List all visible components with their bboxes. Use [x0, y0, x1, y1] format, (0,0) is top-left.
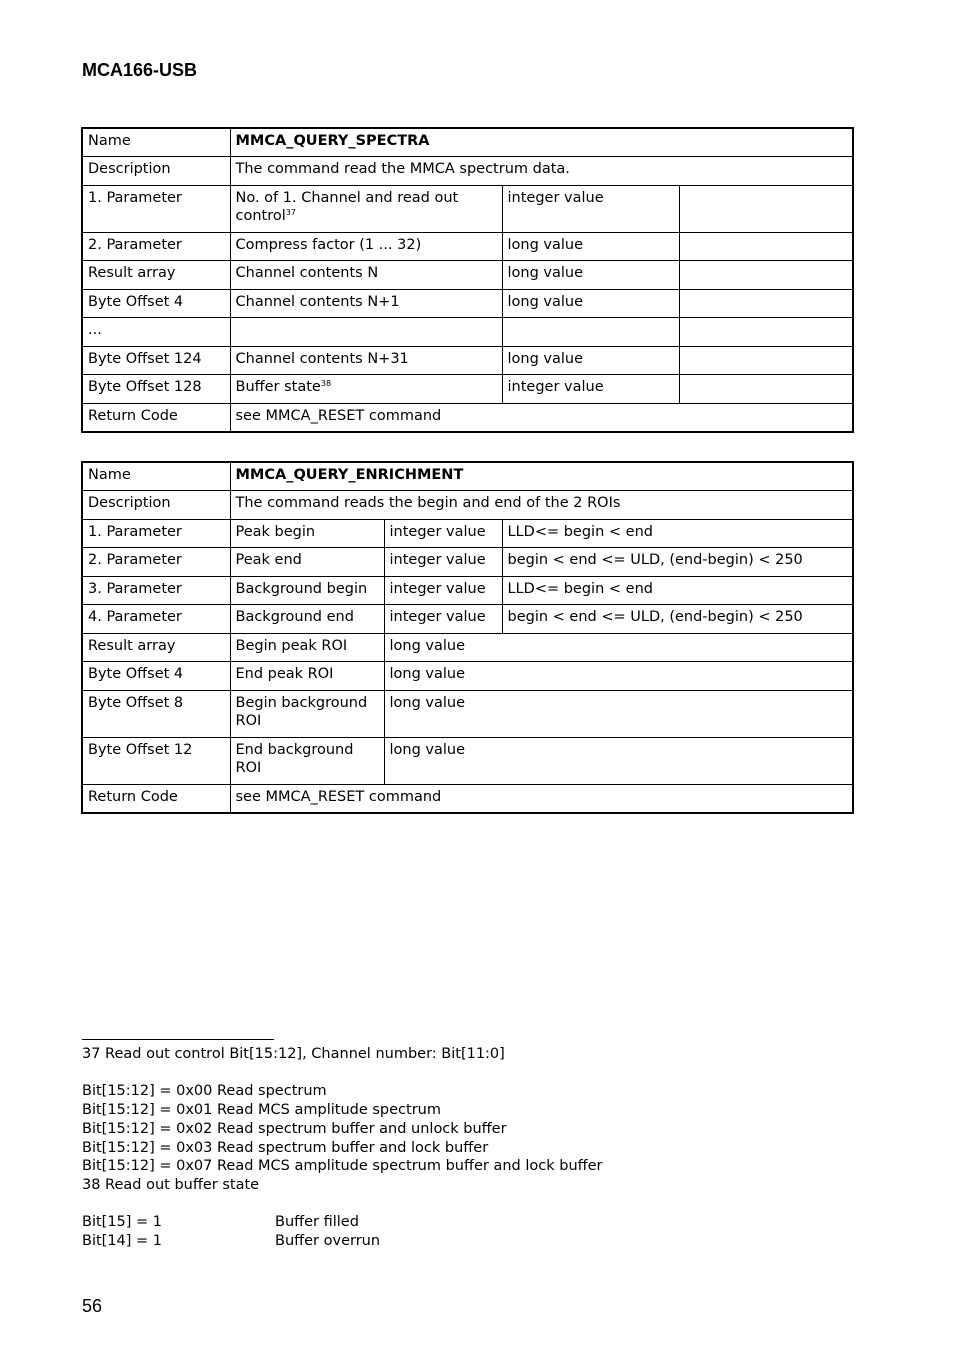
- footnote-separator: [82, 1039, 274, 1040]
- row-label: Byte Offset 12: [82, 737, 230, 784]
- footnote-item: [82, 1213, 603, 1232]
- row-label: 1. Parameter: [82, 185, 230, 232]
- table-row: [82, 605, 853, 634]
- bit-code: Bit[15:12] = 0x03: [82, 1139, 213, 1156]
- row-label: ...: [82, 318, 230, 347]
- return-code-label: Return Code: [82, 784, 230, 813]
- description-label: Description: [82, 491, 230, 520]
- row-col2-text: Buffer state: [235, 379, 321, 395]
- footnote-item: [82, 1101, 603, 1120]
- table-row: [82, 548, 853, 577]
- table-row: [82, 232, 853, 261]
- row-label: Byte Offset 4: [82, 289, 230, 318]
- document-header-title: MCA166-USB: [82, 60, 198, 80]
- row-col3: long value: [384, 737, 853, 784]
- row-col2-text: No. of 1. Channel and read out control: [235, 189, 459, 224]
- name-label: Name: [82, 128, 230, 157]
- row-label: 1. Parameter: [82, 519, 230, 548]
- row-col4: [679, 318, 853, 347]
- row-label: 3. Parameter: [82, 576, 230, 605]
- table-row: [82, 289, 853, 318]
- description-value: The command reads the begin and end of the 2 ROIs: [230, 491, 853, 520]
- row-col4: begin < end <= ULD, (end-begin) < 250: [502, 605, 853, 634]
- row-col2: Background begin: [230, 576, 384, 605]
- bit-description: Read spectrum: [217, 1083, 327, 1100]
- footnote-item: [82, 1232, 603, 1251]
- page-number: 56: [82, 1296, 103, 1316]
- row-col2: Peak end: [230, 548, 384, 577]
- command-name: [230, 128, 853, 157]
- row-col3: integer value: [384, 548, 502, 577]
- footnote-item: [82, 1157, 603, 1176]
- bit-code: Bit[15:12] = 0x07: [82, 1158, 213, 1175]
- row-col2: Background end: [230, 605, 384, 634]
- table-row: [82, 519, 853, 548]
- description-label: Description: [82, 157, 230, 186]
- row-col4: [679, 289, 853, 318]
- table-row: [82, 375, 853, 404]
- row-col3: integer value: [502, 185, 679, 232]
- row-label: Byte Offset 4: [82, 662, 230, 691]
- table-row: [82, 662, 853, 691]
- table-row: [82, 576, 853, 605]
- table-row: [82, 737, 853, 784]
- footnote-item: [82, 1139, 603, 1158]
- row-label: Result array: [82, 261, 230, 290]
- row-col4: [679, 185, 853, 232]
- row-col3: integer value: [384, 576, 502, 605]
- row-col4: LLD<= begin < end: [502, 519, 853, 548]
- row-col2: Compress factor (1 ... 32): [230, 232, 502, 261]
- footnote-item: [82, 1082, 603, 1101]
- command-name: [230, 462, 853, 491]
- row-col3: long value: [502, 346, 679, 375]
- row-col2: End peak ROI: [230, 662, 384, 691]
- footnote-37-title: 37 Read out control Bit[15:12], Channel number: Bit[11:0]: [82, 1046, 505, 1062]
- bit-description: Read spectrum buffer and lock buffer: [217, 1139, 489, 1156]
- row-col4: begin < end <= ULD, (end-begin) < 250: [502, 548, 853, 577]
- row-col3: [502, 318, 679, 347]
- row-col2: Channel contents N+1: [230, 289, 502, 318]
- footnote-spacer: [82, 1064, 603, 1083]
- row-col3: long value: [502, 261, 679, 290]
- row-col4: [679, 232, 853, 261]
- row-col3: integer value: [502, 375, 679, 404]
- row-col4: [679, 261, 853, 290]
- return-code-label: Return Code: [82, 403, 230, 432]
- row-col3: long value: [384, 690, 853, 737]
- row-col2: [230, 375, 502, 404]
- mmca-query-enrichment-table: [81, 461, 854, 814]
- footnote-item: [82, 1120, 603, 1139]
- row-label: 4. Parameter: [82, 605, 230, 634]
- name-label: Name: [82, 462, 230, 491]
- command-name-text: MMCA_QUERY_SPECTRA: [235, 133, 430, 149]
- table-row: [82, 346, 853, 375]
- footnote-ref-37: 37: [285, 208, 296, 217]
- row-col2: Channel contents N+31: [230, 346, 502, 375]
- return-code-value: see MMCA_RESET command: [230, 403, 853, 432]
- bit-code: Bit[15:12] = 0x02: [82, 1120, 213, 1137]
- row-col2: [230, 185, 502, 232]
- row-col3: long value: [384, 662, 853, 691]
- row-col2: Begin background ROI: [230, 690, 384, 737]
- row-col2: Peak begin: [230, 519, 384, 548]
- row-col3: long value: [502, 289, 679, 318]
- row-col4: LLD<= begin < end: [502, 576, 853, 605]
- row-label: Byte Offset 8: [82, 690, 230, 737]
- footnotes: [82, 1045, 603, 1251]
- row-col2: Begin peak ROI: [230, 633, 384, 662]
- bit-code: Bit[15] = 1: [82, 1214, 163, 1231]
- table-row: [82, 318, 853, 347]
- row-col2: Channel contents N: [230, 261, 502, 290]
- bit-code: Bit[15:12] = 0x00: [82, 1083, 213, 1100]
- command-name-text: MMCA_QUERY_ENRICHMENT: [235, 467, 464, 483]
- bit-description: Read MCS amplitude spectrum: [217, 1102, 441, 1119]
- mmca-query-spectra-table: [81, 127, 854, 433]
- row-col4: [679, 346, 853, 375]
- bit-description: Read MCS amplitude spectrum buffer and lock buffer: [217, 1158, 603, 1175]
- description-value: The command read the MMCA spectrum data.: [230, 157, 853, 186]
- row-col3: long value: [384, 633, 853, 662]
- bit-description: Buffer filled: [275, 1214, 359, 1231]
- table-row: [82, 633, 853, 662]
- footnote-ref-38: 38: [320, 379, 332, 388]
- footnote-38-title: 38 Read out buffer state: [82, 1176, 260, 1193]
- return-code-value: see MMCA_RESET command: [230, 784, 853, 813]
- row-label: Result array: [82, 633, 230, 662]
- footnote-spacer: [82, 1195, 603, 1214]
- row-col2: End background ROI: [230, 737, 384, 784]
- bit-description: Read spectrum buffer and unlock buffer: [217, 1120, 507, 1137]
- row-label: 2. Parameter: [82, 232, 230, 261]
- row-col2: [230, 318, 502, 347]
- row-col4: [679, 375, 853, 404]
- row-col3: integer value: [384, 605, 502, 634]
- row-col3: integer value: [384, 519, 502, 548]
- row-label: Byte Offset 128: [82, 375, 230, 404]
- bit-description: Buffer overrun: [275, 1233, 381, 1249]
- table-row: [82, 261, 853, 290]
- bit-code: Bit[14] = 1: [82, 1233, 163, 1249]
- row-label: 2. Parameter: [82, 548, 230, 577]
- table-row: [82, 185, 853, 232]
- table-row: [82, 690, 853, 737]
- row-label: Byte Offset 124: [82, 346, 230, 375]
- row-col3: long value: [502, 232, 679, 261]
- bit-code: Bit[15:12] = 0x01: [82, 1102, 213, 1119]
